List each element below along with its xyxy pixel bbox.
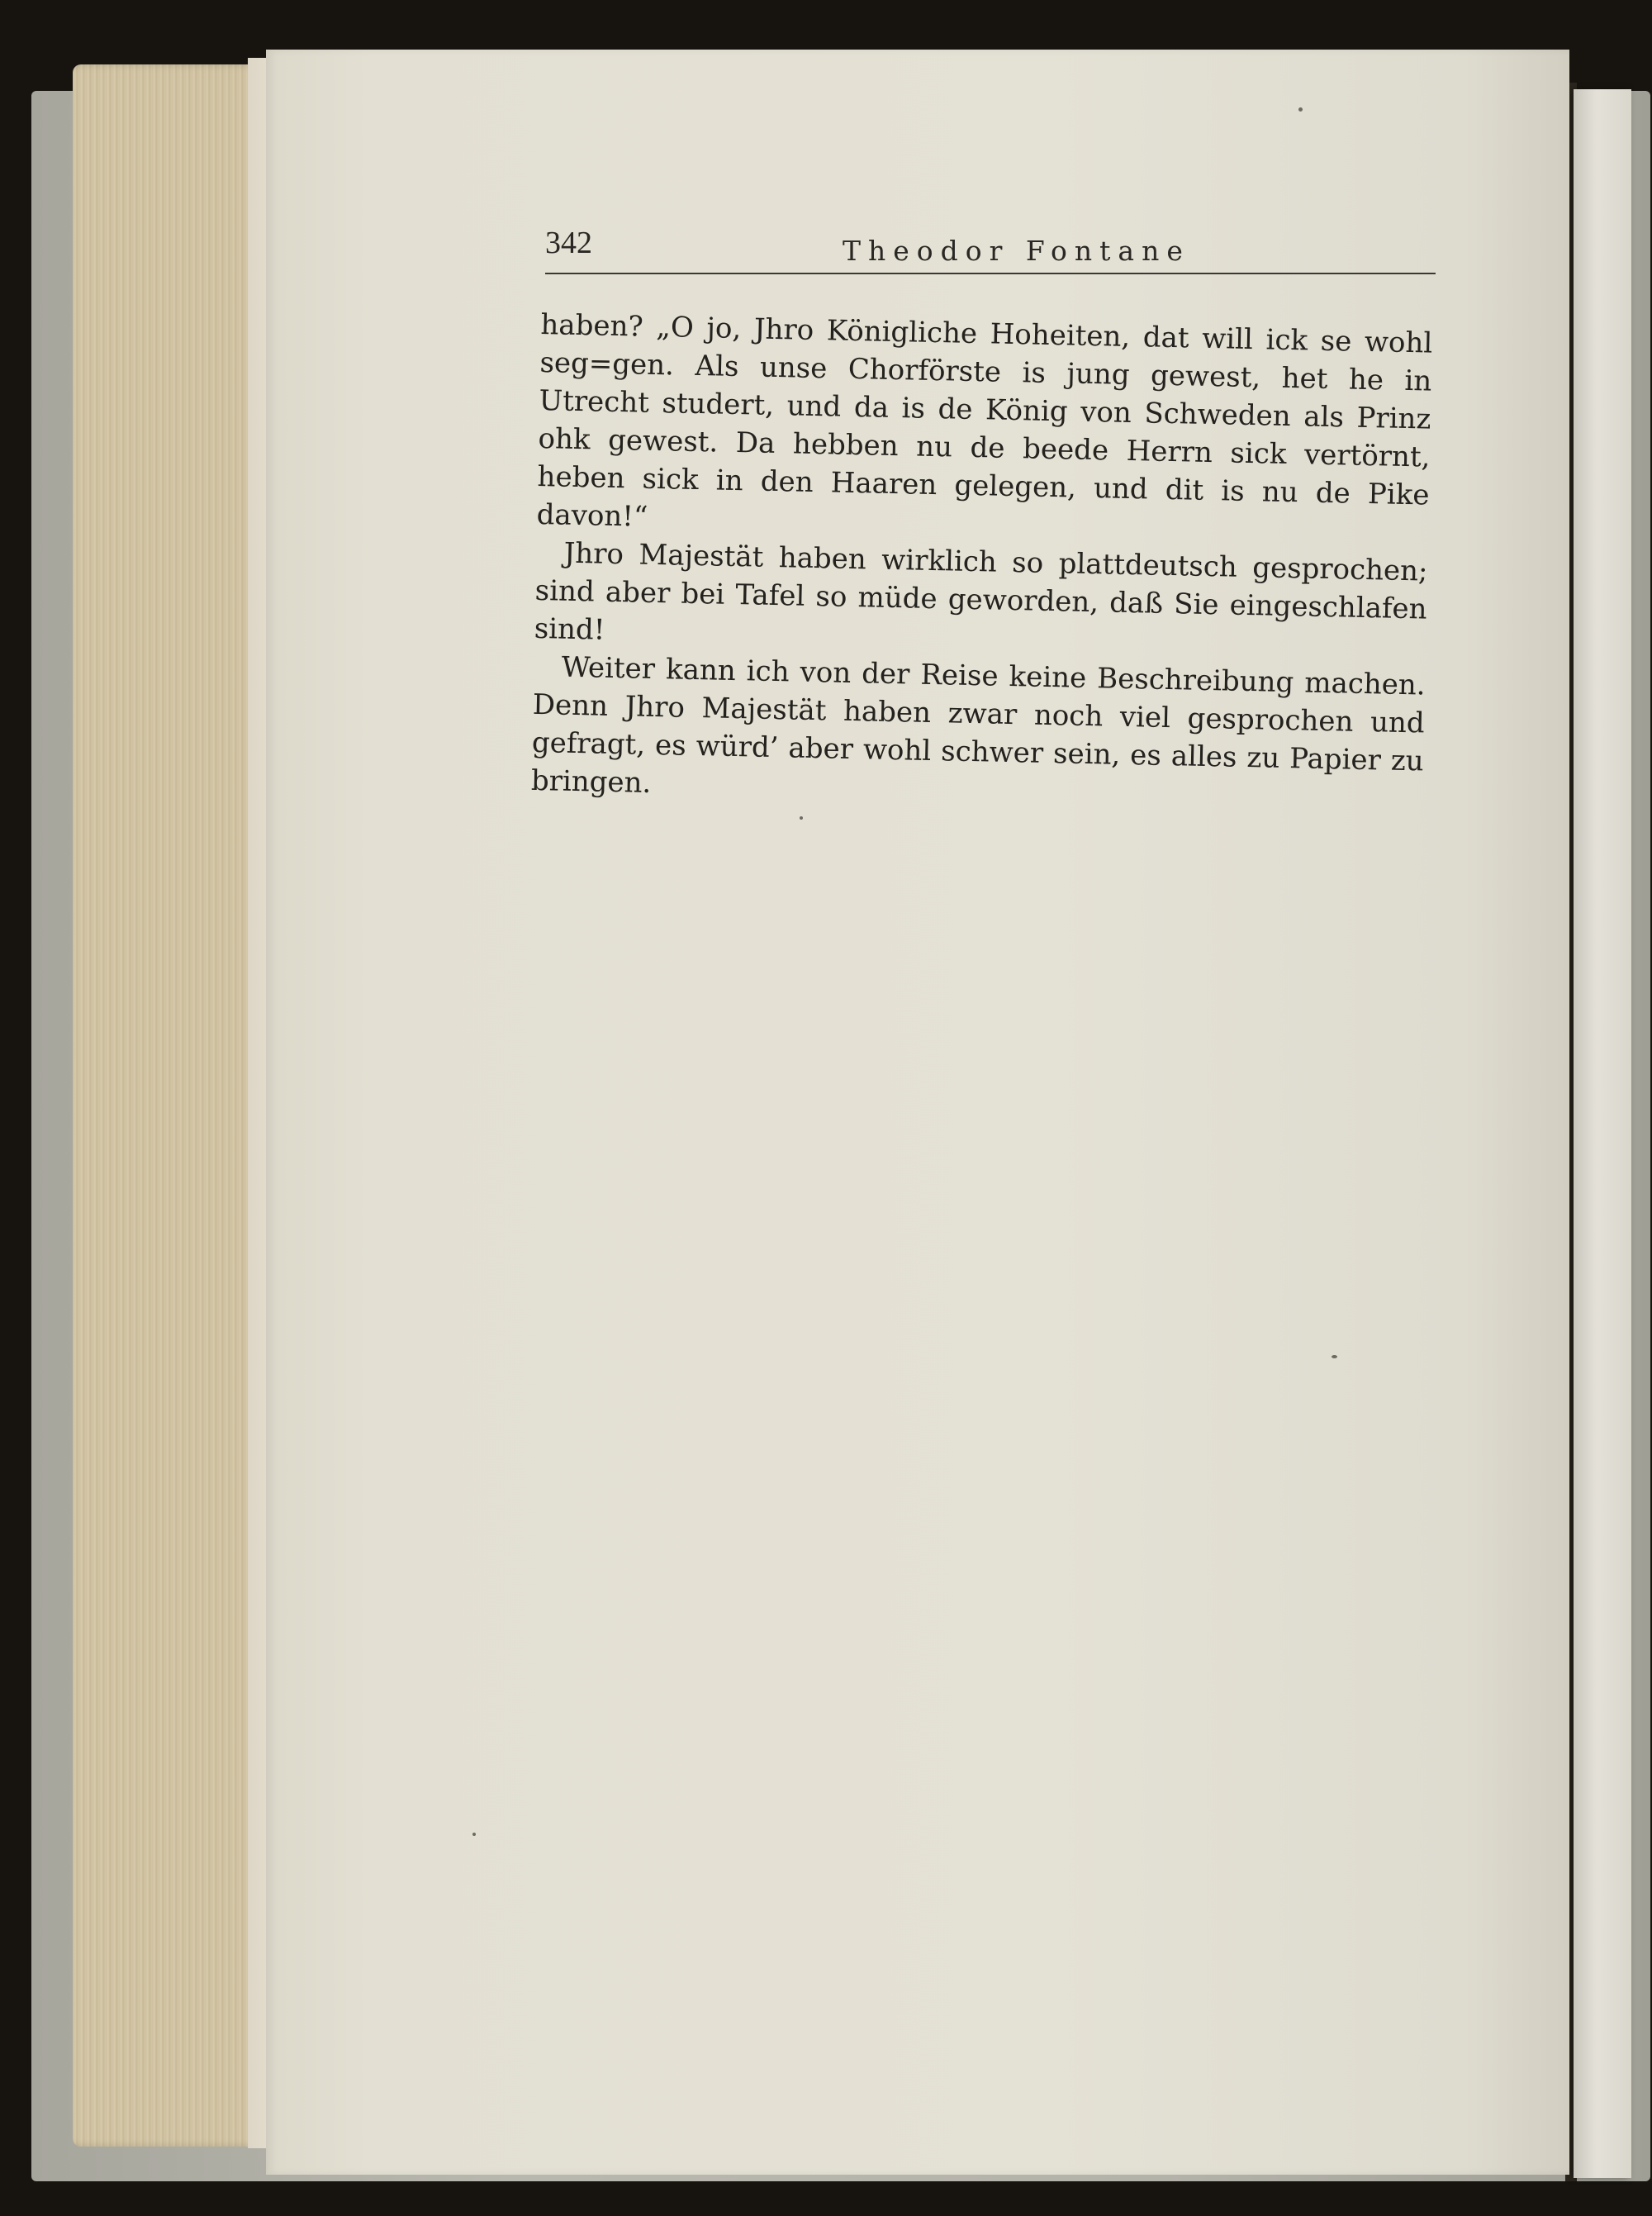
page-header xyxy=(545,223,1436,274)
paper-speck xyxy=(1298,107,1303,112)
paragraph: haben? „O jo, Jhro Königliche Hoheiten, dat will ick se wohl seg=gen. Als unse Chorförste is jung gewest, het he in Utrecht studert, und da is de König von Schweden als Prinz ohk gewest. Da hebben nu de beede Herrn sick vertörnt, heben sick in den Haaren gelegen, und dit is nu de Pike davon!“ xyxy=(536,307,1433,534)
paper-speck xyxy=(1332,1355,1337,1358)
paper-speck xyxy=(800,816,803,820)
body-text xyxy=(530,306,1432,818)
running-title: Theodor Fontane xyxy=(843,235,1190,267)
facing-page-edge xyxy=(1574,89,1631,2178)
paragraph: Jhro Majestät haben wirklich so plattdeutsch gesprochen; sind aber bei Tafel so müde geworden, daß Sie eingeschlafen sind! xyxy=(534,536,1428,647)
paragraph: Weiter kann ich von der Reise keine Beschreibung machen. Denn Jhro Majestät haben zwar noch viel gesprochen und gefragt, es würd’ aber wohl schwer sein, es alles zu Papier zu bringen. xyxy=(530,650,1427,800)
paper-speck xyxy=(472,1833,476,1836)
page-number: 342 xyxy=(545,226,592,260)
